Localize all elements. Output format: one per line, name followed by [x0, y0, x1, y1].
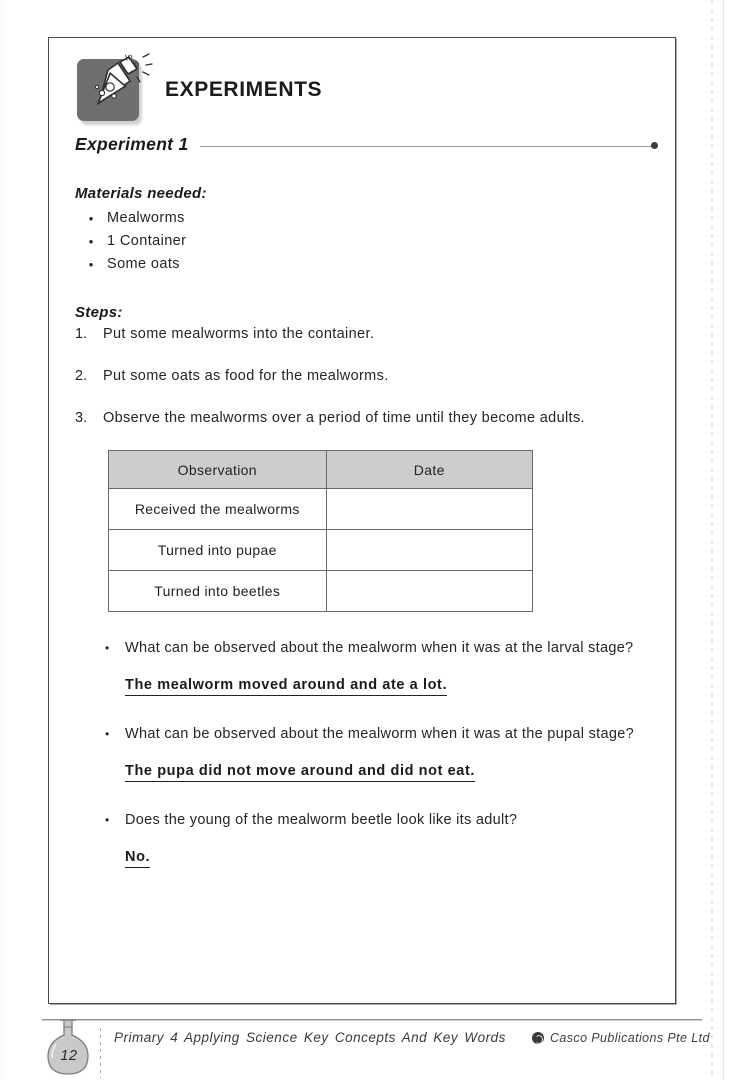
bullet-icon: • [105, 813, 110, 827]
materials-list [75, 207, 675, 276]
list-item [75, 408, 675, 428]
svg-text:ο: ο [132, 57, 141, 69]
list-item [75, 366, 675, 386]
experiment-divider-rule [200, 146, 652, 147]
question-row [105, 638, 675, 659]
cell-observation: Turned into beetles [109, 571, 327, 612]
page-left-edge-shadow [0, 0, 10, 1080]
answer-row [125, 762, 675, 782]
column-header-date: Date [326, 451, 532, 489]
question-text: What can be observed about the mealworm when it was at the pupal stage? [125, 726, 634, 742]
question-answer-pair [105, 638, 675, 696]
step-text: Observe the mealworms over a period of time until they become adults. [103, 410, 585, 426]
experiment-label: Experiment 1 [75, 134, 189, 154]
observation-table [108, 450, 533, 612]
page-footer [0, 1012, 732, 1080]
question-answer-pair [105, 724, 675, 782]
page-content-frame [48, 37, 676, 1004]
footer-vertical-divider [100, 1028, 101, 1078]
table-header-row [109, 451, 533, 489]
svg-text:Ιο: Ιο [123, 50, 134, 63]
bullet-icon: • [105, 641, 110, 655]
bullet-icon: • [88, 234, 94, 249]
list-item [75, 324, 675, 344]
material-text: Some oats [107, 256, 180, 272]
cell-date-blank[interactable] [326, 571, 532, 612]
answer-row [125, 676, 675, 696]
steps-list [75, 324, 675, 428]
experiment-label-row [75, 134, 675, 155]
questions-block [105, 638, 675, 868]
step-number: 3. [75, 410, 88, 426]
bullet-icon: • [105, 727, 110, 741]
answer-text: The pupa did not move around and did not eat. [125, 763, 475, 782]
list-item [75, 230, 675, 253]
column-header-observation: Observation [109, 451, 327, 489]
bullet-icon: • [88, 211, 94, 226]
table-row [109, 571, 533, 612]
observation-table-wrapper [108, 450, 675, 612]
material-text: 1 Container [107, 233, 187, 249]
question-row [105, 810, 675, 831]
copyright-icon [532, 1032, 544, 1044]
question-answer-pair [105, 810, 675, 868]
cell-date-blank[interactable] [326, 489, 532, 530]
question-text: Does the young of the mealworm beetle look like its adult? [125, 812, 518, 828]
cell-date-blank[interactable] [326, 530, 532, 571]
step-number: 1. [75, 326, 88, 342]
footer-book-title: Primary 4 Applying Science Key Concepts And Key Words [114, 1030, 506, 1045]
answer-row [125, 848, 675, 868]
question-row [105, 724, 675, 745]
material-text: Mealworms [107, 210, 185, 226]
step-number: 2. [75, 368, 88, 384]
table-row [109, 489, 533, 530]
experiments-header [49, 38, 675, 126]
table-row [109, 530, 533, 571]
page-binding-dots [711, 0, 713, 1080]
conical-flask-icon [77, 50, 141, 121]
answer-text: No. [125, 849, 150, 868]
question-text: What can be observed about the mealworm when it was at the larval stage? [125, 640, 634, 656]
cell-observation: Received the mealworms [109, 489, 327, 530]
page-title: EXPERIMENTS [165, 77, 323, 101]
step-text: Put some mealworms into the container. [103, 326, 375, 342]
cell-observation: Turned into pupae [109, 530, 327, 571]
page-number: 12 [60, 1048, 78, 1064]
materials-heading: Materials needed: [75, 185, 207, 202]
footer-publisher [532, 1031, 710, 1045]
footer-divider-rule [42, 1019, 702, 1021]
step-text: Put some oats as food for the mealworms. [103, 368, 389, 384]
steps-heading: Steps: [75, 304, 123, 321]
bullet-icon: • [88, 257, 94, 272]
list-item [75, 253, 675, 276]
page-right-edge-line [723, 0, 724, 1080]
list-item [75, 207, 675, 230]
answer-text: The mealworm moved around and ate a lot. [125, 677, 447, 696]
footer-publisher-text: Casco Publications Pte Ltd [550, 1031, 710, 1045]
experiment-divider-dot [651, 142, 658, 149]
